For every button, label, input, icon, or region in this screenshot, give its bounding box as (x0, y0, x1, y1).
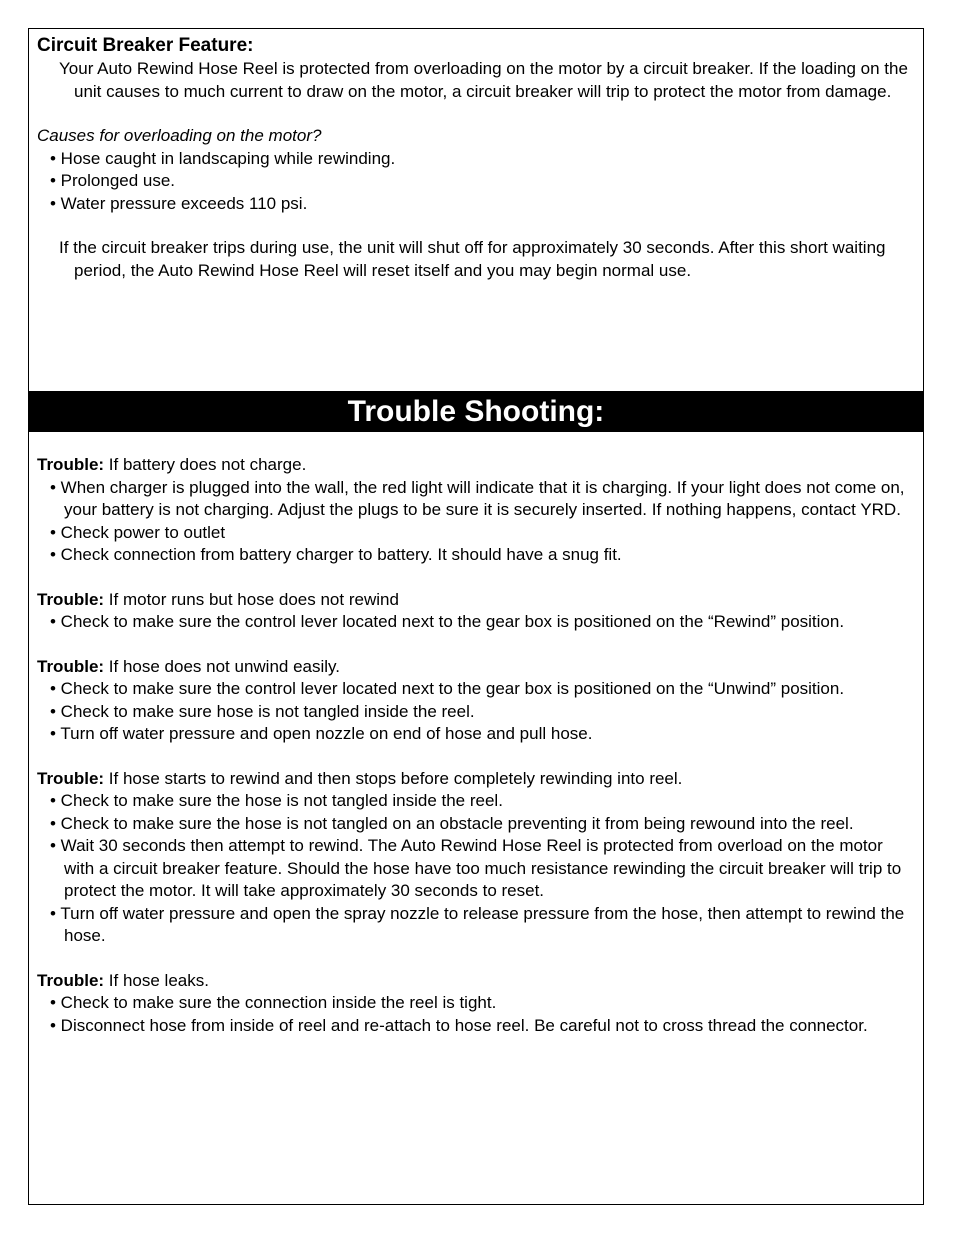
trouble-line (37, 768, 915, 791)
trouble-shooting-title: Trouble Shooting: (29, 391, 923, 432)
trouble-line (37, 970, 915, 993)
circuit-breaker-section (37, 34, 915, 282)
list-item: • Check to make sure the control lever located next to the gear box is positioned on the “Rewind” position. (50, 612, 845, 631)
trouble-line (37, 589, 915, 612)
trouble-section (37, 970, 915, 1038)
trouble-line (37, 656, 915, 679)
list-item: • Wait 30 seconds then attempt to rewind. The Auto Rewind Hose Reel is protected from overload on the motor with a circuit breaker feature. Should the hose have too much resistance rewinding the circuit breaker will trip to protect the motor. It will take approximately 30 seconds to reset. (50, 836, 902, 900)
list-item: • Check to make sure the control lever located next to the gear box is positioned on the “Unwind” position. (50, 679, 845, 698)
trouble-issue: If hose does not unwind easily. (108, 656, 341, 676)
reset-text: If the circuit breaker trips during use, the unit will shut off for approximately 30 seconds. After this short waiting period, the Auto Rewind Hose Reel will reset itself and you may begin normal use. (59, 238, 886, 280)
list-item: • Check power to outlet (50, 522, 226, 542)
trouble-label: Trouble: (37, 656, 105, 676)
list-item: • Disconnect hose from inside of reel and re-attach to hose reel. Be careful not to cross thread the connector. (50, 1015, 868, 1035)
list-item: • Check to make sure the hose is not tangled inside the reel. (50, 791, 503, 810)
trouble-issue: If motor runs but hose does not rewind (108, 589, 399, 609)
trouble-section (37, 454, 915, 567)
list-item: • When charger is plugged into the wall, the red light will indicate that it is charging. If your light does not come on, your battery is not charging. Adjust the plugs to be sure it is securely inserted. If nothing happens, contact YRD. (50, 477, 905, 519)
list-item: • Turn off water pressure and open the spray nozzle to release pressure from the hose, then attempt to rewind the hose. (50, 903, 905, 945)
trouble-section (37, 656, 915, 746)
list-item: • Turn off water pressure and open nozzle on end of hose and pull hose. (50, 724, 593, 743)
list-item: • Check to make sure the hose is not tangled on an obstacle preventing it from being rewound into the reel. (50, 813, 854, 833)
cause-item: • Water pressure exceeds 110 psi. (50, 193, 308, 213)
trouble-label: Trouble: (37, 455, 105, 474)
causes-heading: Causes for overloading on the motor? (37, 126, 322, 145)
circuit-breaker-intro: Your Auto Rewind Hose Reel is protected from overloading on the motor by a circuit breaker. If the loading on the unit causes to much current to draw on the motor, a circuit breaker will trip to protect the motor from damage. (59, 59, 908, 101)
list-item: • Check to make sure hose is not tangled inside the reel. (50, 701, 475, 721)
trouble-label: Trouble: (37, 589, 105, 609)
list-item: • Check connection from battery charger to battery. It should have a snug fit. (50, 545, 622, 564)
trouble-section (37, 768, 915, 948)
trouble-line (37, 454, 915, 477)
cause-item: • Prolonged use. (50, 171, 176, 190)
trouble-issue: If battery does not charge. (108, 455, 307, 474)
cause-item: • Hose caught in landscaping while rewinding. (50, 148, 396, 168)
trouble-section (37, 589, 915, 634)
trouble-issue: If hose leaks. (108, 970, 209, 990)
page-frame (28, 28, 924, 1205)
trouble-label: Trouble: (37, 970, 105, 990)
list-item: • Check to make sure the connection inside the reel is tight. (50, 993, 497, 1012)
circuit-breaker-heading: Circuit Breaker Feature: (37, 35, 254, 56)
trouble-issue: If hose starts to rewind and then stops before completely rewinding into reel. (108, 768, 683, 788)
trouble-label: Trouble: (37, 768, 105, 788)
trouble-shooting-list (37, 454, 915, 1059)
